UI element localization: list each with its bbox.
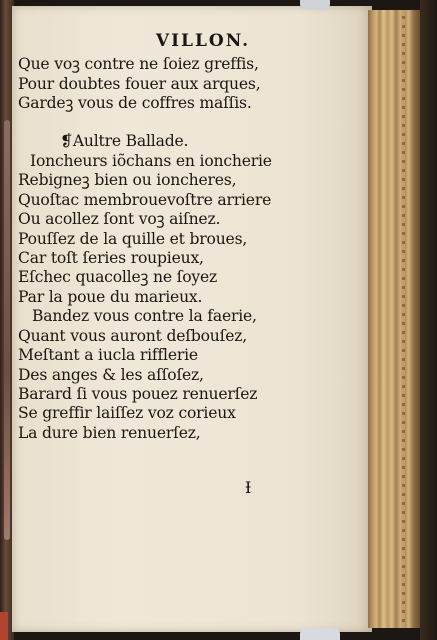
ballad-title: ❡Aultre Ballade. [60, 131, 189, 150]
verse-line: Quant vous auront deſbouſez, [18, 326, 248, 345]
verse-line: Pour doubtes fouer aux arques, [18, 74, 261, 93]
page-text [18, 30, 358, 443]
stanza-gap [18, 114, 358, 132]
verse-line: Gardeꝫ vous de coffres maſſis. [18, 94, 252, 113]
verse-line: Que voꝫ contre ne ſoiez greffis, [18, 55, 259, 74]
verse-line: Meſtant a iucla rifflerie [18, 346, 198, 365]
verse-line: Des anges & les aſſoſez, [18, 365, 204, 384]
running-head: VILLON. [155, 31, 251, 51]
verse-line: La dure bien renuerſez, [18, 423, 201, 442]
verse-line: Quoſtac membrouevoſtre arriere [18, 190, 272, 209]
verse-line: Bandez vous contre la faerie, [32, 307, 257, 326]
page-holder-clip-top [300, 0, 330, 10]
verse-line: Pouſſez de la quille et broues, [18, 229, 248, 248]
verse-line: Par la poue du marieux. [18, 287, 203, 306]
page-edge-sliver [4, 120, 10, 540]
page-holder-clip-bottom [300, 628, 340, 640]
verse-line: Se greffir laiſſez voz corieux [18, 404, 236, 423]
book-cover-edge [420, 0, 437, 640]
verse-line: Car toſt ſeries roupieux, [18, 249, 204, 268]
verse-line: Ou acollez ſont voꝫ aiſnez. [18, 210, 221, 229]
gilt-page-edges [368, 10, 420, 628]
verse-line: Rebigneꝫ bien ou ioncheres, [18, 171, 237, 190]
verse-line: Barard ſi vous pouez renuerſez [18, 384, 258, 403]
red-ribbon [0, 612, 8, 640]
verse-line: Ioncheurs iõchans en ioncherie [30, 152, 272, 171]
verse-line: Eſchec quacolleꝫ ne ſoyez [18, 268, 218, 287]
catchword-mark: Ɨ [245, 478, 252, 497]
